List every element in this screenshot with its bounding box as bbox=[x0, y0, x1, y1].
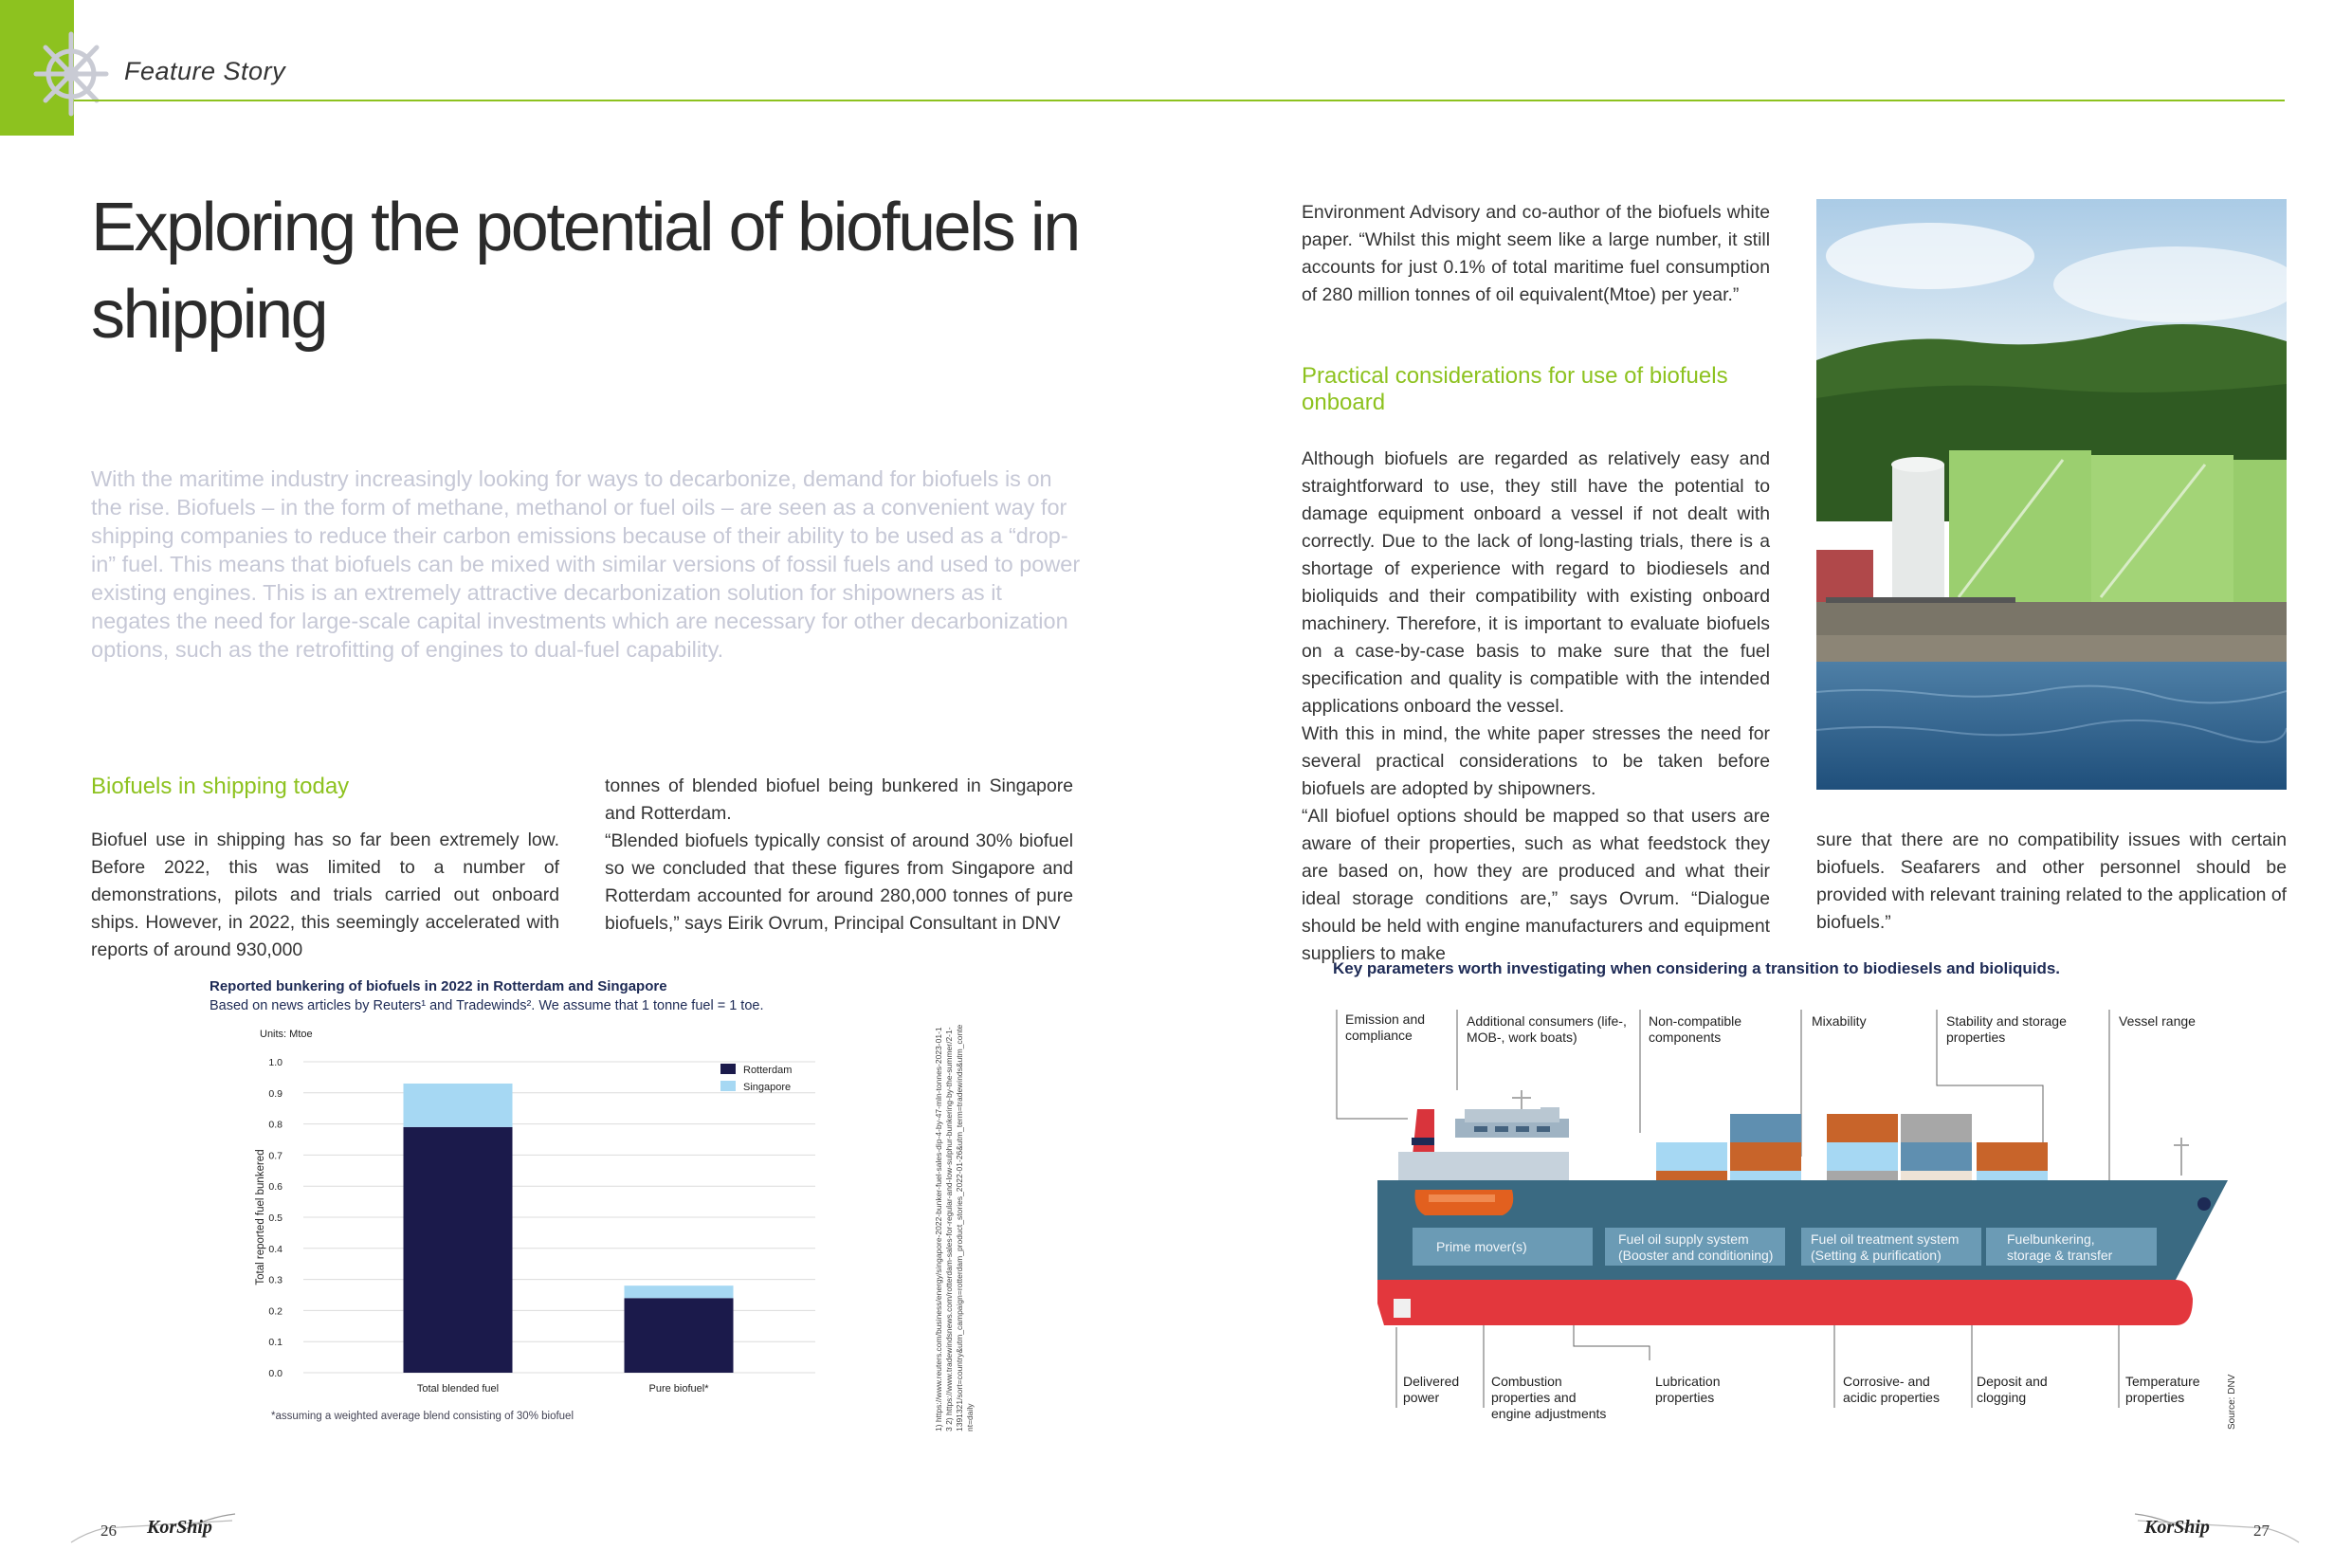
system-label-bunkering-2: storage & transfer bbox=[2007, 1248, 2113, 1263]
x-tick-label: Total blended fuel bbox=[416, 1383, 500, 1395]
chart-subtitle: Based on news articles by Reuters¹ and Tradewinds². We assume that 1 tonne fuel = 1 toe. bbox=[210, 998, 764, 1013]
lifeboat-icon bbox=[1414, 1190, 1513, 1215]
x-tick-label: Pure biofuel* bbox=[648, 1383, 709, 1395]
label-lubrication: Lubrication properties bbox=[1655, 1374, 1721, 1405]
y-axis-label: Total reported fuel bunkered bbox=[255, 1149, 266, 1285]
article-title-line-1: Exploring the potential of biofuels in bbox=[91, 190, 1079, 265]
system-label-treatment-2: (Setting & purification) bbox=[1811, 1248, 1942, 1263]
label-additional-consumers: Additional consumers (life-, MOB-, work boats) bbox=[1467, 1013, 1627, 1045]
page-number-left: 26 bbox=[100, 1522, 117, 1540]
system-label-supply-2: (Booster and conditioning) bbox=[1618, 1248, 1774, 1263]
bar-singapore-1 bbox=[404, 1084, 513, 1127]
chart-footnote: *assuming a weighted average blend consisting of 30% biofuel bbox=[271, 1411, 574, 1422]
column-3-paragraph-1: Environment Advisory and co-author of the biofuels white paper. “Whilst this might seem like a large number, it still accounts for just 0.1% of total maritime fuel consumption of 280 million tonnes of oil equivalent(Mtoe) per year.” bbox=[1302, 202, 1770, 305]
column-1-text: Biofuel use in shipping has so far been extremely low. Before 2022, this was limited to a number of demonstrations, pilots and trials carried out onboard ships. However, in 2022, this seemingly accelerated with reports of around 930,000 bbox=[91, 830, 559, 960]
column-3-paragraph-3: With this in mind, the white paper stresses the need for several practical considerations to be taken before biofuels are adopted by shipowners. bbox=[1302, 723, 1770, 799]
y-tick-label: 0.1 bbox=[268, 1337, 283, 1349]
y-tick-label: 0.6 bbox=[268, 1181, 283, 1194]
legend-swatch-rotterdam bbox=[720, 1064, 736, 1074]
system-label-bunkering-1: Fuelbunkering, bbox=[2007, 1231, 2095, 1247]
label-temperature: Temperature properties bbox=[2125, 1374, 2200, 1405]
section-label: Feature Story bbox=[124, 57, 286, 85]
diagram-source: Source: DNV bbox=[2227, 1374, 2237, 1430]
column-4-text: sure that there are no compatibility issues with certain biofuels. Seafarers and other personnel should be provided with relevant training related to the application of biofuels.” bbox=[1816, 830, 2287, 933]
ship-wheel-icon bbox=[28, 27, 114, 121]
label-deposit: Deposit and clogging bbox=[1977, 1374, 2048, 1405]
column-3-text bbox=[1302, 446, 1770, 968]
column-3-paragraph-2: Although biofuels are regarded as relatively easy and straightforward to use, they still have the potential to damage equipment onboard a vessel if not dealt with correctly. Due to the lack of long-lasting trials, there is a shortage of experience with regard to biodiesels and bioliquids and their compatibility with existing onboard machinery. Therefore, it is important to evaluate biofuels on a case-by-case basis to make sure that the fuel specification and quality is compatible with the intended applications onboard the vessel. bbox=[1302, 448, 1770, 717]
page-number-right: 27 bbox=[2253, 1522, 2270, 1540]
legend-label-singapore: Singapore bbox=[743, 1082, 792, 1093]
section-heading-practical-considerations bbox=[1302, 363, 1795, 416]
bar-singapore-2 bbox=[625, 1285, 734, 1298]
system-label-prime: Prime mover(s) bbox=[1436, 1239, 1527, 1254]
y-tick-label: 0.2 bbox=[268, 1305, 283, 1318]
y-tick-label: 0.0 bbox=[268, 1368, 283, 1379]
label-combustion: Combustion properties and engine adjustments bbox=[1491, 1374, 1607, 1421]
chart-references: 1) https://www.reuters.com/business/energy/singapore-2022-bunker-fuel-sales-dip-4-by-47-mln-tonnes-2023-01-13 2) https://www.tradewindsnews.com/rotterdam-sales-for-regular-and-low-sulphur-bunkering-by-the-summer/2-1-1391321/sort=country&utm_campaign=rotterdam_product_stories_2022-01-26&utm_term=tradewinds&utm_content=daily bbox=[934, 1024, 975, 1431]
y-tick-label: 0.7 bbox=[268, 1150, 283, 1162]
heading-line-1: Practical considerations for use of biofuels bbox=[1302, 363, 1728, 389]
korship-logo-left: KorShip bbox=[147, 1517, 212, 1538]
label-vessel-range: Vessel range bbox=[2119, 1013, 2196, 1029]
label-noncompatible: Non-compatible components bbox=[1649, 1013, 1742, 1045]
label-emission: Emission and compliance bbox=[1345, 1012, 1426, 1043]
chart-title: Reported bunkering of biofuels in 2022 in Rotterdam and Singapore bbox=[210, 978, 667, 994]
y-tick-label: 0.5 bbox=[268, 1212, 283, 1224]
column-2-paragraph-1: tonnes of blended biofuel being bunkered in Singapore and Rotterdam. bbox=[605, 775, 1073, 824]
system-label-treatment-1: Fuel oil treatment system bbox=[1811, 1231, 1960, 1247]
article-title bbox=[91, 184, 1086, 358]
article-title-line-2: shipping bbox=[91, 277, 327, 353]
legend-swatch-singapore bbox=[720, 1081, 736, 1091]
bar-rotterdam-2 bbox=[625, 1298, 734, 1373]
system-label-supply-1: Fuel oil supply system bbox=[1618, 1231, 1749, 1247]
column-2-text bbox=[605, 773, 1073, 938]
y-tick-label: 0.9 bbox=[268, 1087, 283, 1100]
bar-chart bbox=[246, 1024, 853, 1422]
header-divider bbox=[74, 100, 2285, 101]
korship-logo-right: KorShip bbox=[2144, 1517, 2210, 1538]
column-3-paragraph-4: “All biofuel options should be mapped so that users are aware of their properties, such as what feedstock they are based on, how they are produced and what their ideal storage conditions are,” says Ovrum. “Dialogue should be held with engine manufacturers and equipment suppliers to make bbox=[1302, 806, 1770, 964]
heading-line-2: onboard bbox=[1302, 390, 1386, 415]
storage-tanks-photo bbox=[1816, 199, 2287, 790]
section-heading-biofuels-today: Biofuels in shipping today bbox=[91, 774, 350, 799]
y-tick-label: 0.3 bbox=[268, 1274, 283, 1286]
y-tick-label: 0.4 bbox=[268, 1243, 283, 1255]
article-intro: With the maritime industry increasingly looking for ways to decarbonize, demand for biofuels is on the rise. Biofuels – in the form of methane, methanol or fuel oils – are seen as a convenient way for shipping companies to reduce their carbon emissions because of their ability to be used as a “drop-in” fuel. This means that biofuels can be mixed with similar versions of fossil fuels and used to power existing engines. This is an extremely attractive decarbonization solution for shipowners as it negates the need for large-scale capital investments which are necessary for other decarbonization options, such as the retrofitting of engines to dual-fuel capability. bbox=[91, 466, 1081, 662]
ship-hull-lower bbox=[1377, 1280, 2193, 1325]
legend-label-rotterdam: Rotterdam bbox=[743, 1065, 793, 1076]
label-mixability: Mixability bbox=[1812, 1013, 1867, 1029]
label-delivered-power: Delivered power bbox=[1403, 1374, 1460, 1405]
chart-units: Units: Mtoe bbox=[260, 1029, 313, 1040]
diagram-title: Key parameters worth investigating when considering a transition to biodiesels and bioliquids. bbox=[1333, 959, 2061, 977]
column-2-paragraph-2: “Blended biofuels typically consist of around 30% biofuel so we concluded that these figures from Singapore and Rotterdam accounted for around 280,000 tonnes of pure biofuels,” says Eirik Ovrum, Principal Consultant in DNV bbox=[605, 830, 1073, 934]
y-tick-label: 1.0 bbox=[268, 1057, 283, 1068]
label-stability: Stability and storage properties bbox=[1946, 1013, 2067, 1045]
y-tick-label: 0.8 bbox=[268, 1119, 283, 1131]
container-stacks bbox=[1656, 1114, 2048, 1190]
label-corrosive: Corrosive- and acidic properties bbox=[1843, 1374, 1940, 1405]
bar-rotterdam-1 bbox=[404, 1127, 513, 1373]
